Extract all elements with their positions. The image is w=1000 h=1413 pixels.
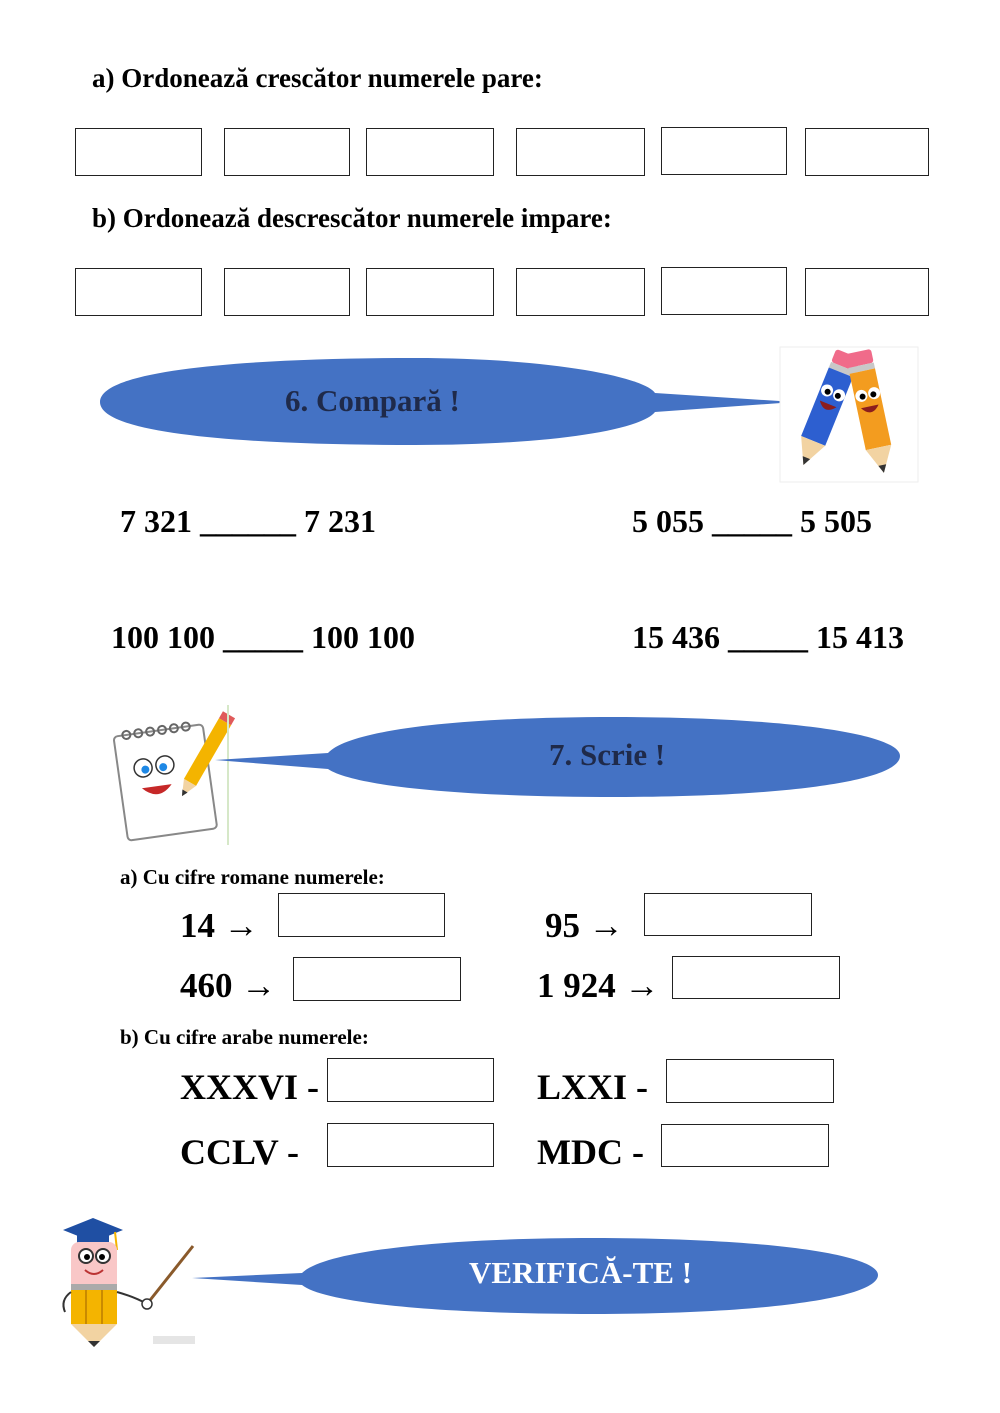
roman-answer-box-1[interactable] [278, 893, 445, 937]
ascending-answer-box-1[interactable] [75, 128, 202, 176]
descending-answer-box-6[interactable] [805, 268, 929, 316]
arabic-answer-box-4[interactable] [661, 1124, 829, 1167]
ascending-answer-box-2[interactable] [224, 128, 350, 176]
ascending-answer-box-3[interactable] [366, 128, 494, 176]
descending-answer-box-4[interactable] [516, 268, 645, 316]
roman-item-xxxvi: XXXVI - [180, 1067, 319, 1107]
arabic-item-95: 95 → [545, 906, 624, 945]
arabic-item-1924: 1 924 → [537, 966, 660, 1005]
comparison-2: 5 055 _____ 5 505 [632, 503, 872, 539]
arabic-item-14: 14 → [180, 906, 259, 945]
verify-title: VERIFICĂ-TE ! [469, 1255, 693, 1290]
descending-answer-box-3[interactable] [366, 268, 494, 316]
arabic-numerals-label: b) Cu cifre arabe numerele: [120, 1025, 369, 1049]
roman-answer-box-4[interactable] [672, 956, 840, 999]
ordering-descending-label: b) Ordonează descrescător numerele impare: [92, 203, 612, 233]
pencils-mascot-icon [772, 342, 922, 487]
descending-answer-box-1[interactable] [75, 268, 202, 316]
arabic-answer-box-3[interactable] [327, 1123, 494, 1167]
comparison-4: 15 436 _____ 15 413 [632, 619, 904, 655]
roman-answer-box-3[interactable] [293, 957, 461, 1001]
ascending-answer-box-6[interactable] [805, 128, 929, 176]
comparison-3: 100 100 _____ 100 100 [111, 619, 415, 655]
ascending-answer-box-5[interactable] [661, 127, 787, 175]
roman-answer-box-2[interactable] [644, 893, 812, 936]
arabic-item-460: 460 → [180, 966, 277, 1005]
descending-answer-box-2[interactable] [224, 268, 350, 316]
roman-numerals-label: a) Cu cifre romane numerele: [120, 865, 385, 889]
comparison-1: 7 321 ______ 7 231 [120, 503, 376, 539]
descending-answer-box-5[interactable] [661, 267, 787, 315]
ordering-ascending-label: a) Ordonează crescător numerele pare: [92, 63, 543, 93]
teacher-pencil-mascot-icon [55, 1212, 200, 1352]
roman-item-lxxi: LXXI - [537, 1067, 649, 1107]
roman-item-cclv: CCLV - [180, 1132, 300, 1172]
compare-title: 6. Compară ! [285, 383, 460, 418]
roman-item-mdc: MDC - [537, 1132, 644, 1172]
ascending-answer-box-4[interactable] [516, 128, 645, 176]
arabic-answer-box-1[interactable] [327, 1058, 494, 1102]
write-title: 7. Scrie ! [549, 737, 666, 772]
arabic-answer-box-2[interactable] [666, 1059, 834, 1103]
